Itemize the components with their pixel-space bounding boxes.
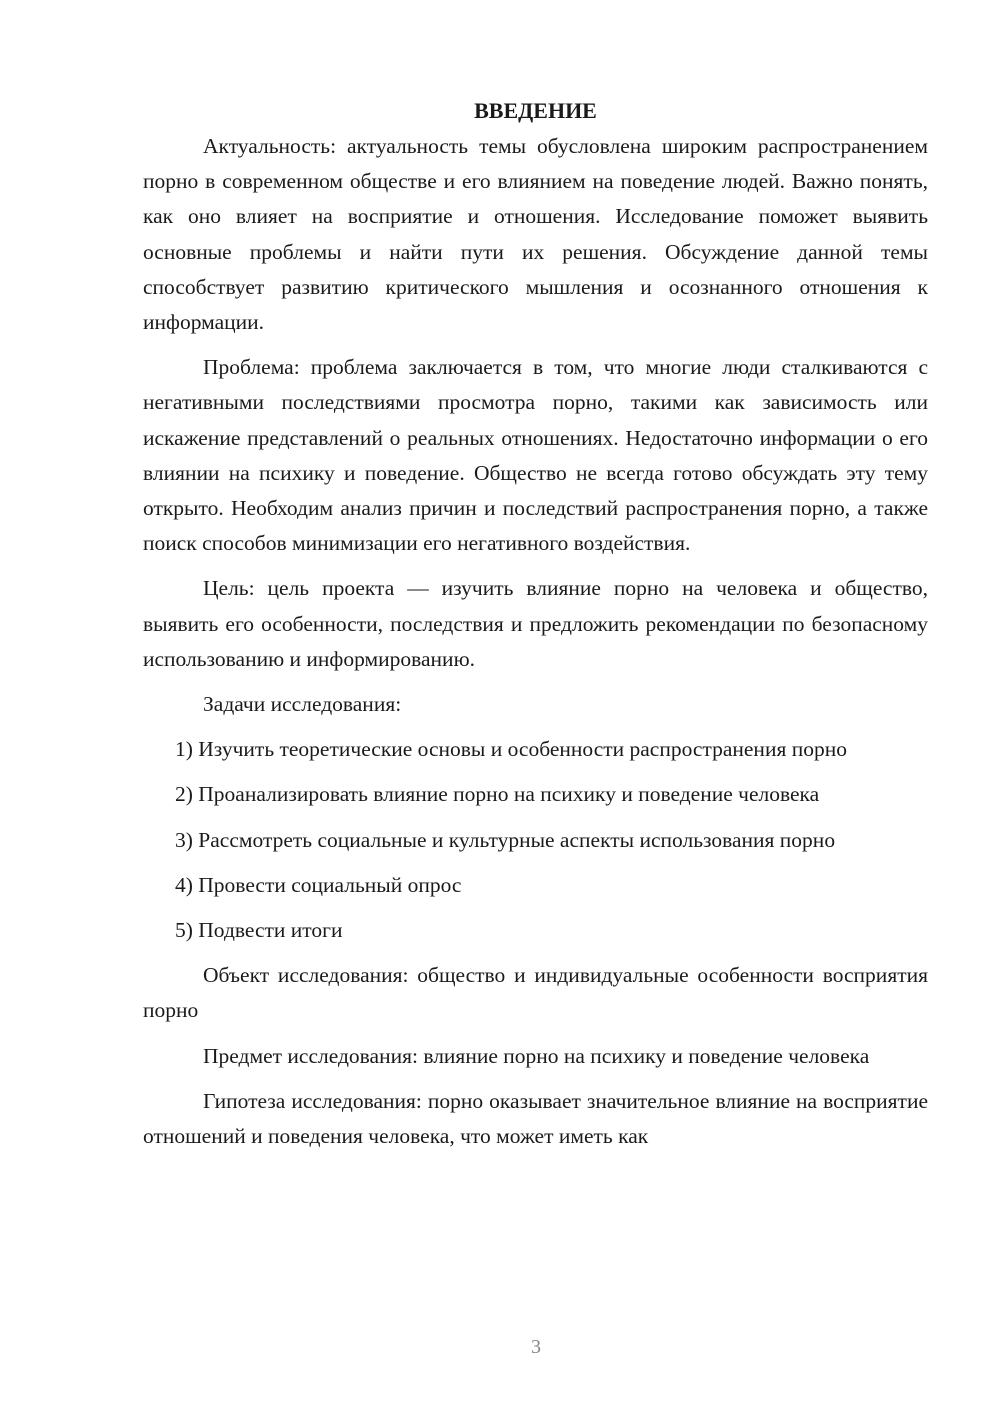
- task-item-5: 5) Подвести итоги: [175, 918, 343, 943]
- task-item-4: 4) Провести социальный опрос: [175, 872, 462, 897]
- tasks-heading: Задачи исследования:: [203, 692, 402, 717]
- hypothesis-paragraph: Гипотеза исследования: порно оказывает значительное влияние на восприятие отношений и поведения человека, что может иметь как: [143, 1088, 928, 1149]
- relevance-paragraph: Актуальность: актуальность темы обусловлена широким распространением порно в современном обществе и его влиянием на поведение людей. Важно понять, как оно влияет на восприятие и отношения. Исследование поможет выявить основные проблемы и найти пути их решения. Обсуждение данной темы способствует развитию критического мышления и осознанного отношения к информации.: [143, 134, 928, 335]
- section-title: ВВЕДЕНИЕ: [474, 98, 597, 123]
- task-item-1: 1) Изучить теоретические основы и особенности распространения порно: [175, 737, 847, 762]
- goal-paragraph: Цель: цель проекта — изучить влияние порно на человека и общество, выявить его особенности, последствия и предложить рекомендации по безопасному использованию и информированию.: [143, 576, 928, 671]
- problem-paragraph: Проблема: проблема заключается в том, что многие люди сталкиваются с негативными последствиями просмотра порно, такими как зависимость или искажение представлений о реальных отношениях. Недостаточно информации о его влиянии на психику и поведение. Общество не всегда готово обсуждать эту тему открыто. Необходим анализ причин и последствий распространения порно, а также поиск способов минимизации его негативного воздействия.: [143, 355, 928, 556]
- object-paragraph: Объект исследования: общество и индивидуальные особенности восприятия порно: [143, 963, 928, 1023]
- task-item-3: 3) Рассмотреть социальные и культурные аспекты использования порно: [175, 827, 836, 852]
- task-item-2: 2) Проанализировать влияние порно на психику и поведение человека: [175, 782, 820, 807]
- page-number: 3: [531, 1336, 541, 1358]
- subject-paragraph: Предмет исследования: влияние порно на психику и поведение человека: [203, 1043, 870, 1068]
- document-page: [143, 93, 928, 1154]
